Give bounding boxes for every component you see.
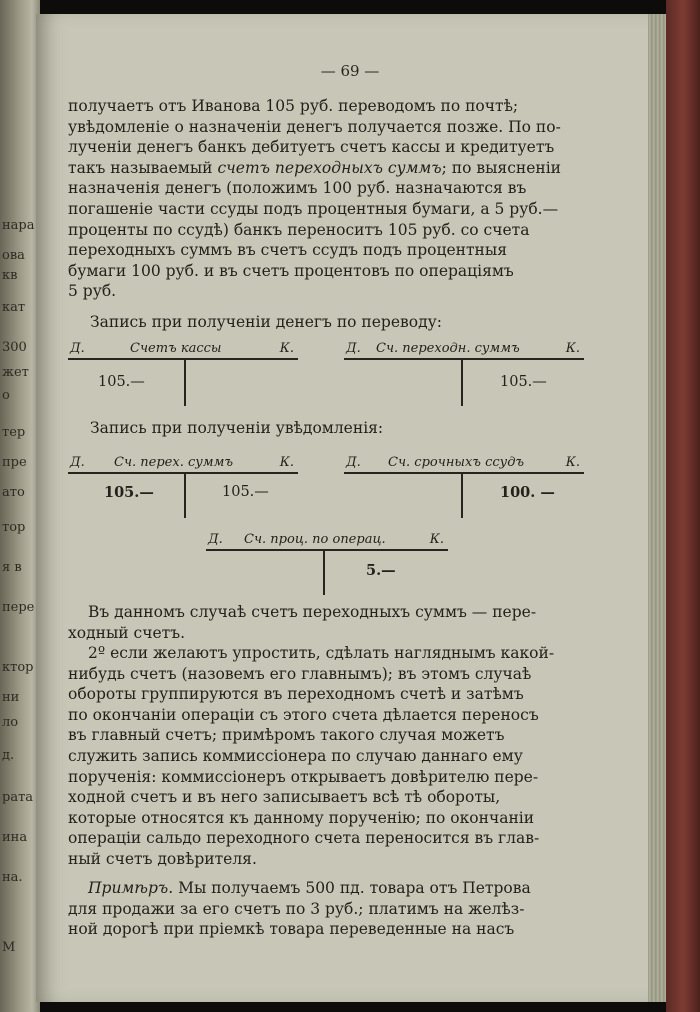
paragraph-transit-account [68, 602, 588, 643]
credit-amount: 100. — [500, 484, 555, 501]
left-page-fragment: ни [2, 690, 20, 705]
page-stack-edge [648, 14, 666, 1002]
text-line: лученіи денегъ банкъ дебитуетъ счетъ кассы и кредитуетъ [68, 138, 555, 157]
text-line: бумаги 100 руб. и въ счетъ процентовъ по операціямъ [68, 261, 514, 280]
book-cover [666, 0, 700, 1012]
debit-amount: 105.— [104, 484, 154, 501]
account-divider [461, 474, 463, 518]
text-line: служить запись коммиссіонера по случаю даннаго ему [68, 746, 523, 765]
text-line: ходный счетъ. [68, 623, 186, 642]
text-line: порученія: коммиссіонеръ открываетъ довѣрителю пере- [68, 767, 539, 786]
credit-amount: 105.— [500, 374, 547, 390]
left-page-fragment: М [2, 940, 16, 955]
left-page-fragment: пере [2, 600, 35, 615]
account-header-transit: Д. Сч. переходн. суммъ К. [344, 336, 584, 360]
left-page-fragment: на. [2, 870, 23, 885]
left-page-fragment: ина [2, 830, 28, 845]
text-line: 5 руб. [68, 282, 117, 301]
debit-amount: 105.— [98, 374, 145, 390]
caption-entry-1: Запись при полученіи денегъ по переводу: [90, 313, 442, 331]
account-divider [461, 360, 463, 406]
text-line: которые относятся къ данному порученію; по окончаніи [68, 808, 535, 827]
text-line: Примѣръ. Мы получаемъ 500 пд. товара отъ Петрова [88, 879, 531, 897]
left-page-fragment: кат [2, 300, 26, 315]
text-line: обороты группируются въ переходномъ счетѣ и затѣмъ [68, 685, 524, 704]
caption-entry-2: Запись при полученіи увѣдомленія: [90, 419, 384, 437]
text-line: ходной счетъ и въ него записываетъ всѣ тѣ обороты, [68, 788, 501, 807]
paragraph-second-case [68, 643, 588, 870]
left-page-fragment: д. [2, 748, 15, 763]
text-line: для продажи за его счетъ по 3 руб.; платимъ на желѣз- [68, 899, 525, 918]
paragraph-intro [68, 96, 588, 302]
left-page-fragment: жет [2, 365, 29, 380]
text-line: погашеніе части ссуды подъ процентныя бумаги, а 5 руб.— [68, 199, 559, 218]
text-line: операціи сальдо переходного счета переносится въ глав- [68, 829, 540, 848]
account-divider [323, 551, 325, 595]
text-line: назначенія денегъ (положимъ 100 руб. назначаются въ [68, 179, 527, 198]
left-page-fragment: ато [2, 485, 25, 500]
text-line: проценты по ссудѣ) банкъ переноситъ 105 руб. со счета [68, 220, 530, 239]
text-line: ной дорогѣ при пріемкѣ товара переведенные на насъ [68, 920, 515, 939]
account-header-interest: Д. Сч. проц. по операц. К. [206, 527, 448, 551]
left-page-fragment: пре [2, 455, 27, 470]
account-header-kassa: Д. Счетъ кассы К. [68, 336, 298, 360]
text-line: Въ данномъ случаѣ счетъ переходныхъ суммъ — пере- [88, 603, 537, 621]
term-italic: счетъ переходныхъ суммъ [217, 158, 442, 177]
left-page-fragment: ова [2, 248, 25, 263]
account-header-loans: Д. Сч. срочныхъ ссудъ К. [344, 450, 584, 474]
text-line: въ главный счетъ; примѣромъ такого случая можетъ [68, 726, 505, 745]
left-page-fragment: о [2, 388, 10, 403]
text-line: нибудь счетъ (назовемъ его главнымъ); въ этомъ случаѣ [68, 664, 532, 683]
left-page-fragment: рата [2, 790, 34, 805]
account-header-transit-2: Д. Сч. перех. суммъ К. [68, 450, 298, 474]
left-page-fragment: тор [2, 520, 26, 535]
credit-amount: 5.— [366, 562, 396, 579]
left-page-fragment: ло [2, 715, 19, 730]
text-line: переходныхъ суммъ въ счетъ ссудъ подъ процентныя [68, 241, 507, 260]
text-line: увѣдомленіе о назначеніи денегъ получается позже. По по- [68, 117, 561, 136]
text-line: получаетъ отъ Иванова 105 руб. переводомъ по почтѣ; [68, 97, 519, 115]
left-page-fragment: кв [2, 268, 18, 283]
left-page-fragment: 300 [2, 340, 27, 355]
account-divider [184, 474, 186, 518]
text-line: ный счетъ довѣрителя. [68, 849, 257, 868]
left-page-edge [0, 0, 40, 1012]
left-page-fragment: нара [2, 218, 35, 233]
account-divider [184, 360, 186, 406]
text-line: 2º если желаютъ упростить, сдѣлать нагляднымъ какой- [88, 644, 555, 662]
left-page-fragment: тер [2, 425, 26, 440]
credit-amount: 105.— [222, 484, 269, 500]
text-line: по окончаніи операціи съ этого счета дѣлается переносъ [68, 705, 539, 724]
page-number: — 69 — [320, 62, 380, 80]
text-line: такъ называемый счетъ переходныхъ суммъ; по выясненіи [68, 158, 561, 177]
example-label: Примѣръ. [88, 879, 174, 897]
left-page-fragment: я в [2, 560, 22, 575]
paragraph-example [68, 878, 588, 940]
left-page-fragment: ктор [2, 660, 34, 675]
